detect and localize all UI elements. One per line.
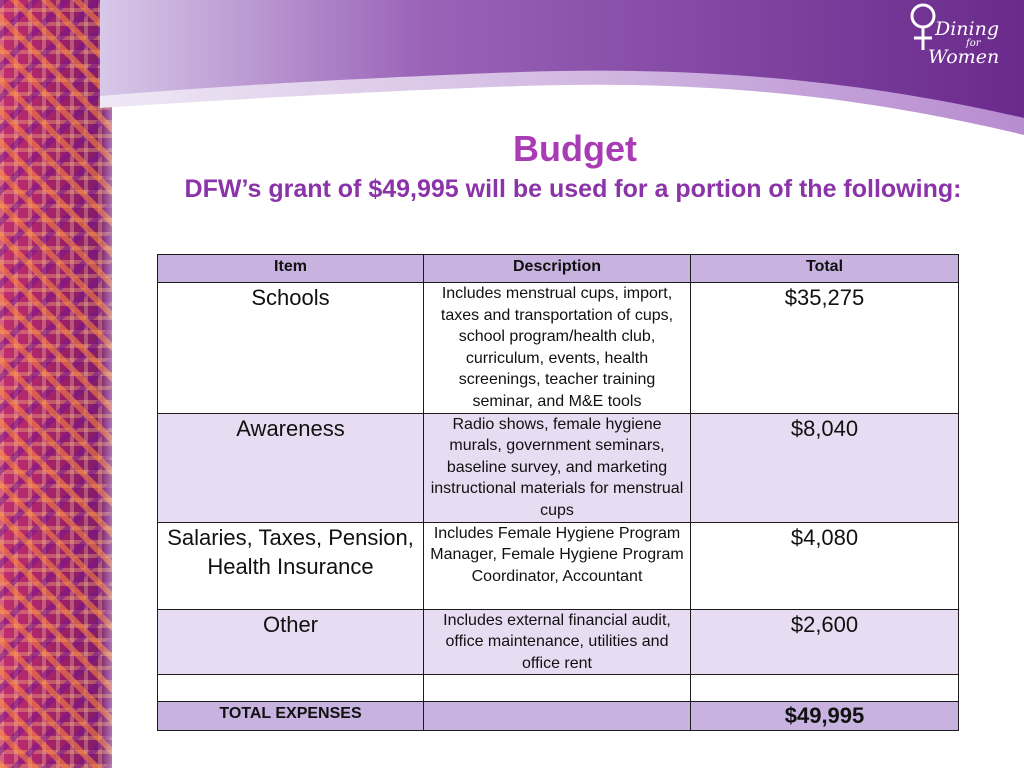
row-description: Includes external financial audit, office maintenance, utilities and office rent [424,609,691,675]
table-row-salaries [158,522,959,609]
grand-total: $49,995 [691,702,959,731]
table-row-schools [158,283,959,414]
table-header-row [158,255,959,283]
row-total: $2,600 [691,609,959,675]
row-item: Schools [158,283,424,414]
row-item: Awareness [158,413,424,522]
logo-text-for: for [966,38,981,49]
slide-title: Budget [513,128,637,169]
header-description: Description [424,255,691,283]
logo-text-women: Women [928,46,1000,68]
empty-cell [691,675,959,702]
table-row-empty [158,675,959,702]
total-expenses-label: TOTAL EXPENSES [158,702,424,731]
row-total: $35,275 [691,283,959,414]
row-item: Other [158,609,424,675]
slide-subtitle: DFW’s grant of $49,995 will be used for a portion of the following: [184,175,962,203]
footer-description [424,702,691,731]
row-description: Includes menstrual cups, import, taxes and transportation of cups, school program/health club, curriculum, events, health screenings, teacher training seminar, and M&E tools [424,283,691,414]
table-footer-row [158,702,959,731]
row-description: Includes Female Hygiene Program Manager, Female Hygiene Program Coordinator, Accountant [424,522,691,609]
row-total: $4,080 [691,522,959,609]
budget-table [157,254,959,731]
empty-cell [158,675,424,702]
table-row-awareness [158,413,959,522]
empty-cell [424,675,691,702]
table-row-other [158,609,959,675]
header-total: Total [691,255,959,283]
logo-text-dining: Dining [935,18,1000,40]
header-item: Item [158,255,424,283]
row-description: Radio shows, female hygiene murals, government seminars, baseline survey, and marketing instructional materials for menstrual cups [424,413,691,522]
row-item: Salaries, Taxes, Pension, Health Insurance [158,522,424,609]
woven-pattern-decoration [0,0,112,768]
row-total: $8,040 [691,413,959,522]
